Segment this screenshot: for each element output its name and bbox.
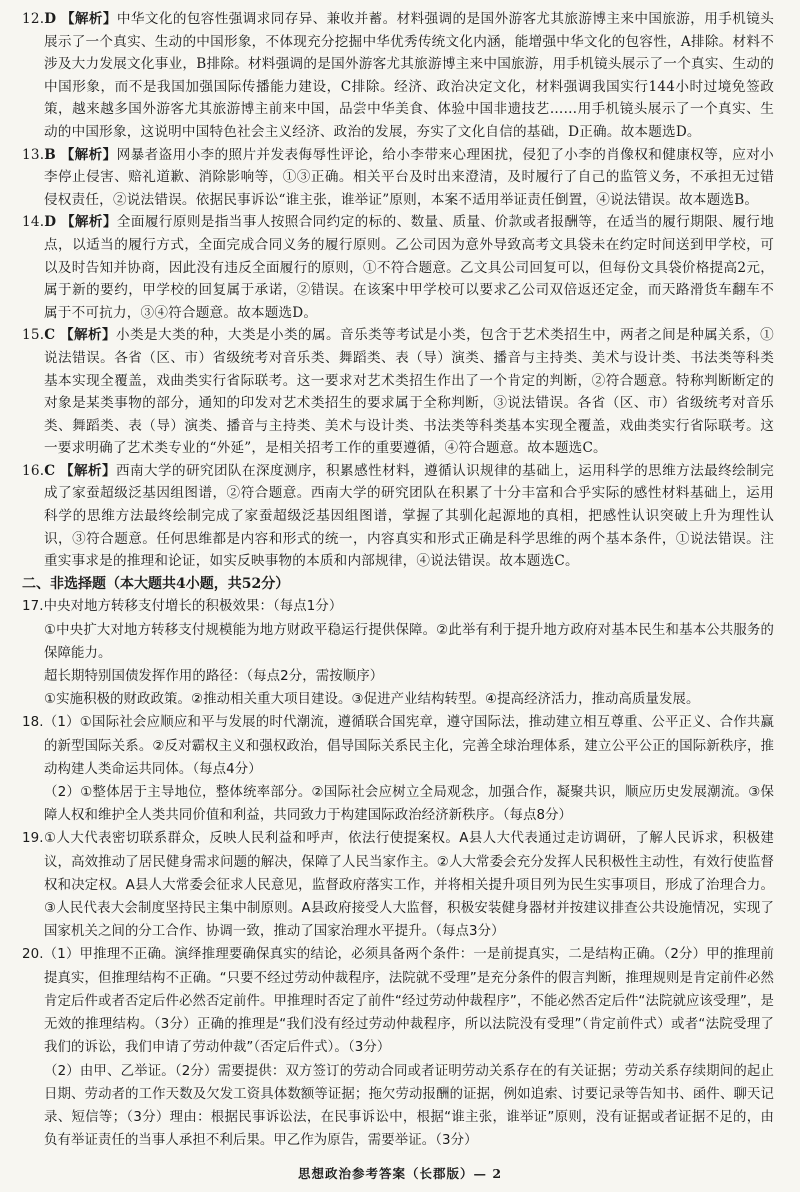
item-text: 西南大学的研究团队在深度测序，积累感性材料，遵循认识规律的基础上，运用科学的思维方法最终绘制完成了家蚕超级泛基因组图谱，②符合题意。西南大学的研究团队在积累了十分丰富和合乎实际的感性材料基础上，运用科学的思维方法最终绘制完成了家蚕超级泛基因组图谱，掌握了其驯化起源地的真相，把感性认识突破上升为理性认识，③符合题意。任何思维都是内容和形式的统一，内容真实和形式正确是科学思维的两个基本条件，①说法错误。注重实事求是的推理和论证，如实反映事物的本质和内部规律，④说法错误。故本题选C。 xyxy=(44,462,774,570)
answer-item-14 xyxy=(22,211,774,324)
item-answer: C xyxy=(44,462,56,479)
q20-part-2: （2）由甲、乙举证。（2分）需要提供：双方签订的劳动合同或者证明劳动关系存在的有关证据；劳动关系存续期间的起止日期、劳动者的工作天数及欠发工资具体数额等证据；拖欠劳动报酬的证据，例如追索、讨要记录等告知书、函件、聊天记录、短信等；（3分）理由：根据民事诉讼法，在民事诉讼中，根据“谁主张，谁举证”原则，没有证据或者证据不足的，由负有举证责任的当事人承担不利后果。甲乙作为原告，需要举证。（3分） xyxy=(44,1063,774,1149)
analysis-tag: 【解析】 xyxy=(60,11,117,27)
answer-item-12 xyxy=(22,8,774,144)
item-number: 15. xyxy=(22,327,45,344)
q18-part-2: （2）①整体居于主导地位，整体统率部分。②国际社会应树立全局观念，加强合作，凝聚共识，顺应历史发展潮流。③保障人权和维护全人类共同价值和利益，共同致力于构建国际政治经济新秩序。（每点8分） xyxy=(44,785,774,824)
q17-stem: 17.中央对地方转移支付增长的积极效果：（每点1分） xyxy=(22,599,343,615)
answer-item-13 xyxy=(22,144,774,212)
q20-part-1: 20.（1）甲推理不正确。演绎推理要确保真实的结论，必须具备两个条件：一是前提真实，二是结构正确。（2分）甲的推理前提真实，但推理结构不正确。“只要不经过劳动仲裁程序，法院就不受理”是充分条件的假言判断，推理规则是肯定前件必然肯定后件或者否定后件必然否定前件。甲推理时否定了前件“经过劳动仲裁程序”，不能必然否定后件“法院就应该受理”，是无效的推理结构。（3分）正确的推理是“我们没有经过劳动仲裁程序，所以法院没有受理”（肯定前件式）或者“法院受理了我们的诉讼，我们申请了劳动仲裁”（否定后件式）。（3分） xyxy=(22,947,774,1056)
answer-item-16 xyxy=(22,460,774,573)
item-number: 16. xyxy=(22,462,45,479)
analysis-tag: 【解析】 xyxy=(60,214,117,231)
item-number: 14. xyxy=(22,214,45,231)
item-answer: C xyxy=(44,327,56,344)
analysis-tag: 【解析】 xyxy=(60,146,117,163)
item-text: 小类是大类的种，大类是小类的属。音乐类等考试是小类，包含于艺术类招生中，两者之间是种属关系，①说法错误。各省（区、市）省级统考对音乐类、舞蹈类、表（导）演类、播音与主持类、美术与设计类、书法类等科类基本实现全覆盖，戏曲类实行省际联考。这一要求对艺术类招生作出了一个肯定的判断，②符合题意。特称判断断定的对象是某类事物的部分，通知的印发对艺术类招生的要求属于全称判断，③说法错误。各省（区、市）省级统考对音乐类、舞蹈类、表（导）演类、播音与主持类、美术与设计类、书法类等科类基本实现全覆盖，戏曲类实行省际联考。这一要求明确了艺术类专业的“外延”，是相关招考工作的重要遵循，④符合题意。故本题选C。 xyxy=(44,327,774,457)
q19-answer: 19.①人大代表密切联系群众，反映人民利益和呼声，依法行使提案权。A县人大代表通过走访调研，了解人民诉求，积极建议，高效推动了居民健身需求问题的解决，保障了人民当家作主。②人大常委会充分发挥人民积极性主动性，有效行使监督权和决定权。A县人大常委会征求人民意见，监督政府落实工作，并将相关提升项目列为民生实事项目，形成了治理合力。③人民代表大会制度坚持民主集中制原则。A县政府接受人大监督，积极安装健身器材并按建议排查公共设施情况，实现了国家机关之间的分工合作、协调一致，推动了国家治理水平提升。（每点3分） xyxy=(22,831,774,940)
item-text: 网暴者盗用小李的照片并发表侮辱性评论，给小李带来心理困扰，侵犯了小李的肖像权和健康权等，应对小李停止侵害、赔礼道歉、消除影响等，①③正确。相关平台及时出来澄清，及时履行了自己的监管义务，不承担无过错侵权责任，②说法错误。依据民事诉讼“谁主张，谁举证”原则，本案不适用举证责任倒置，④说法错误。故本题选B。 xyxy=(44,146,774,208)
q18-part-1: 18.（1）①国际社会应顺应和平与发展的时代潮流，遵循联合国宪章，遵守国际法，推动建立相互尊重、公平正义、合作共赢的新型国际关系。②反对霸权主义和强权政治，倡导国际关系民主化，完善全球治理体系，建立公平公正的国际新秩序，推动构建人类命运共同体。（每点4分） xyxy=(22,715,774,777)
analysis-tag: 【解析】 xyxy=(59,327,116,344)
item-text: 中华文化的包容性强调求同存异、兼收并蓄。材料强调的是国外游客尤其旅游博主来中国旅游，用手机镜头展示了一个真实、生动的中国形象，不体现充分挖掘中华优秀传统文化内涵，能增强中华文化的包容性，A排除。材料不涉及大力发展文化事业，B排除。材料强调的是国外游客尤其旅游博主来中国旅游，用手机镜头展示了一个真实、生动的中国形象，而不是我国加强国际传播能力建设，C排除。经济、政治决定文化，材料强调我国实行144小时过境免签政策，越来越多国外游客尤其旅游博主前来中国，品尝中华美食、体验中国非遗技艺……用手机镜头展示了一个真实、生动的中国形象，这说明中国特色社会主义经济、政治的发展，夯实了文化自信的基础，D正确。故本题选D。 xyxy=(44,11,774,140)
item-answer: D xyxy=(44,11,57,27)
q17-point-1: ①中央扩大对地方转移支付规模能为地方财政平稳运行提供保障。②此举有利于提升地方政府对基本民生和基本公共服务的保障能力。 xyxy=(44,622,774,661)
item-number: 13. xyxy=(22,146,45,163)
item-number: 12. xyxy=(22,11,45,27)
item-text: 全面履行原则是指当事人按照合同约定的标的、数量、质量、价款或者报酬等，在适当的履行期限、履行地点，以适当的履行方式，全面完成合同义务的履行原则。乙公司因为意外导致高考文具袋未在约定时间送到甲学校，可以及时告知并协商，因此没有违反全面履行的原则，①不符合题意。乙文具公司回复可以，但每份文具袋价格提高2元，属于新的要约，甲学校的回复属于承诺，②错误。在该案中甲学校可以要求乙公司双倍返还定金，而天路滑货车翻车不属于不可抗力，③④符合题意。故本题选D。 xyxy=(44,214,774,321)
item-answer: B xyxy=(44,146,56,163)
item-answer: D xyxy=(44,214,57,231)
answer-item-15 xyxy=(22,324,774,460)
q17-point-2: 超长期特别国债发挥作用的路径：（每点2分，需按顺序） xyxy=(44,669,384,685)
q17-point-3: ①实施积极的财政政策。②推动相关重大项目建设。③促进产业结构转型。④提高经济活力，推动高质量发展。 xyxy=(44,692,700,708)
analysis-tag: 【解析】 xyxy=(59,462,116,479)
page-footer: 思想政治参考答案（长郡版）— 2 xyxy=(297,1166,503,1181)
section-title: 二、非选择题（本大题共4小题，共52分） xyxy=(22,575,290,592)
